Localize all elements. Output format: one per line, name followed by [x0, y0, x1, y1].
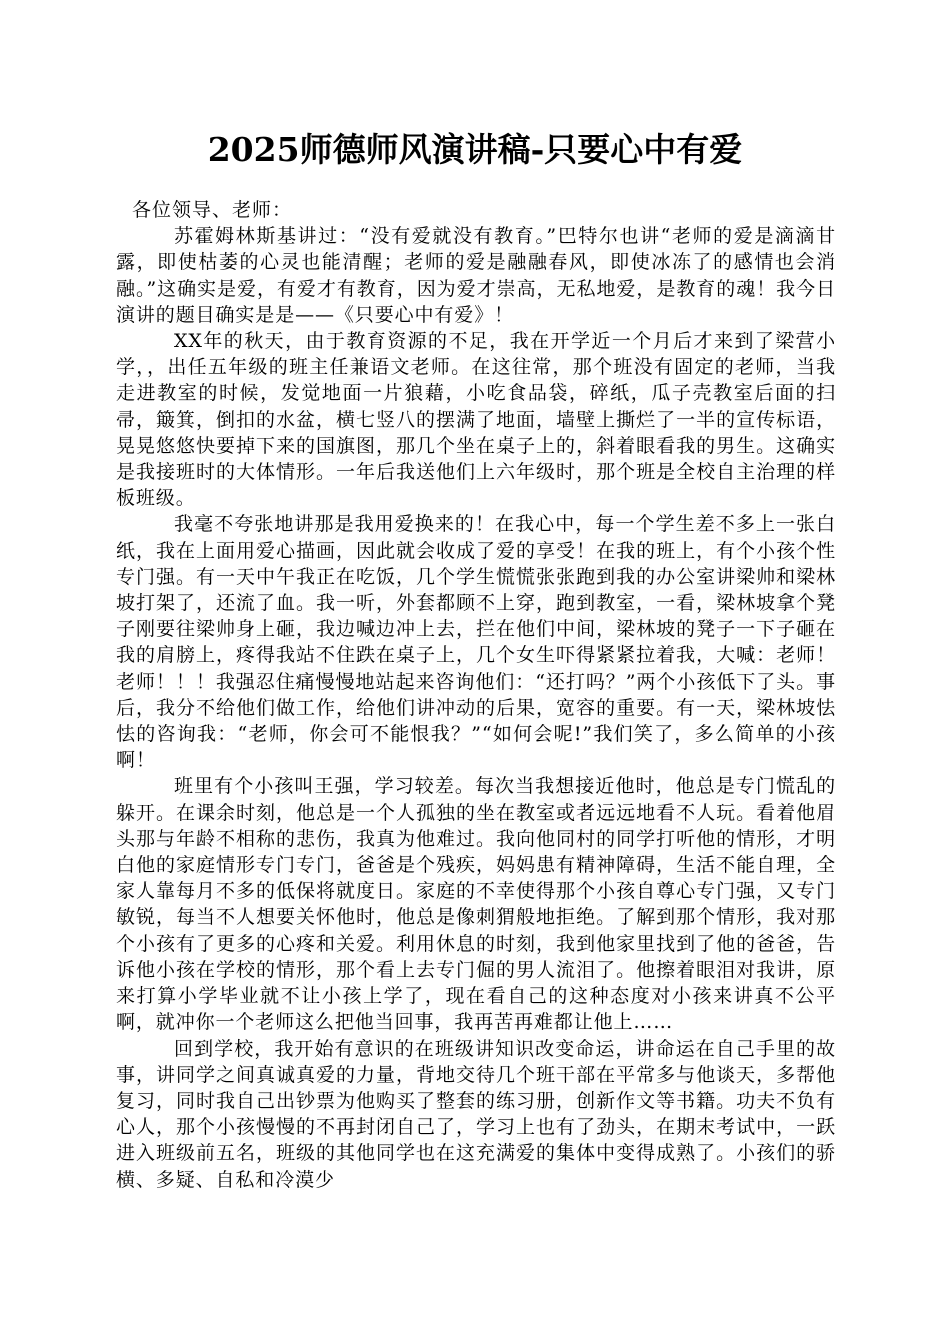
paragraph-quote-intro: 苏霍姆林斯基讲过：“没有爱就没有教育。”巴特尔也讲“老师的爱是滴滴甘露，即使枯萎的心灵也能清醒；老师的爱是融融春风，即使冰冻了的感情也会消融。”这确实是爱，有爱才有教育，因为爱才崇高，无私地爱，是教育的魂！我今日演讲的题目确实是是——《只要心中有爱》！ — [116, 225, 836, 326]
document-body — [116, 197, 836, 1193]
paragraph-back-to-school: 回到学校，我开始有意识的在班级讲知识改变命运，讲命运在自己手里的故事，讲同学之间真诚真爱的力量，背地交待几个班干部在平常多与他谈天，多帮他复习，同时我自己出钞票为他购买了整套的练习册，创新作文等书籍。功夫不负有心人，那个小孩慢慢的不再封闭自己了，学习上也有了劲头，在期末考试中，一跃进入班级前五名，班级的其他同学也在这充满爱的集体中变得成熟了。小孩们的骄横、多疑、自私和冷漠少 — [116, 1037, 836, 1191]
document-title: 2025师德师风演讲稿-只要心中有爱 — [207, 130, 743, 169]
paragraph-autumn-arrival: XX年的秋天，由于教育资源的不足，我在开学近一个月后才来到了梁营小学，，出任五年级的班主任兼语文老师。在这往常，那个班没有固定的老师，当我走进教室的时候，发觉地面一片狼藉，小吃食品袋，碎纸，瓜子壳教室后面的扫帚，簸箕，倒扣的水盆，横七竖八的摆满了地面，墙壁上撕烂了一半的宣传标语，晃晃悠悠快要掉下来的国旗图，那几个坐在桌子上的，斜着眼看我的男生。这确实是我接班时的大体情形。一年后我送他们上六年级时，那个班是全校自主治理的样板班级。 — [116, 330, 836, 510]
salutation: 各位领导、老师： — [132, 199, 293, 221]
paragraph-wang-qiang: 班里有个小孩叫王强，学习较差。每次当我想接近他时，他总是专门慌乱的躲开。在课余时刻，他总是一个人孤独的坐在教室或者远远地看不人玩。看着他眉头那与年龄不相称的悲伤，我真为他难过。我向他同村的同学打听他的情形，才明白他的家庭情形专门专门，爸爸是个残疾，妈妈患有精神障碍，生活不能自理，全家人靠每月不多的低保将就度日。家庭的不幸使得那个小孩自尊心专门强，又专门敏锐，每当不人想要关怀他时，他总是像刺猬般地拒绝。了解到那个情形，我对那个小孩有了更多的心疼和关爱。利用休息的时刻，我到他家里找到了他的爸爸，告诉他小孩在学校的情形，那个看上去专门倔的男人流泪了。他擦着眼泪对我讲，原来打算小学毕业就不让小孩上学了，现在看自己的这种态度对小孩来讲真不公平啊，就冲你一个老师这么把他当回事，我再苦再难都让他上…… — [116, 775, 836, 1034]
paragraph-fight-story: 我毫不夸张地讲那是我用爱换来的！在我心中，每一个学生差不多上一张白纸，我在上面用爱心描画，因此就会收成了爱的享受！在我的班上，有个小孩个性专门强。有一天中午我正在吃饭，几个学生慌慌张张跑到我的办公室讲梁帅和梁林坡打架了，还流了血。我一听，外套都顾不上穿，跑到教室，一看，梁林坡拿个凳子刚要往梁帅身上砸，我边喊边冲上去，拦在他们中间，梁林坡的凳子一下子砸在我的肩膀上，疼得我站不住跌在桌子上，几个女生吓得紧紧拉着我，大喊：老师！老师！！！我强忍住痛慢慢地站起来咨询他们：“还打吗？”两个小孩低下了头。事后，我分不给他们做工作，给他们讲冲动的后果，宽容的重要。有一天，梁林坡怯怯的咨询我：“老师，你会可不能恨我？”“如何会呢!”我们笑了，多么简单的小孩啊！ — [116, 513, 836, 772]
